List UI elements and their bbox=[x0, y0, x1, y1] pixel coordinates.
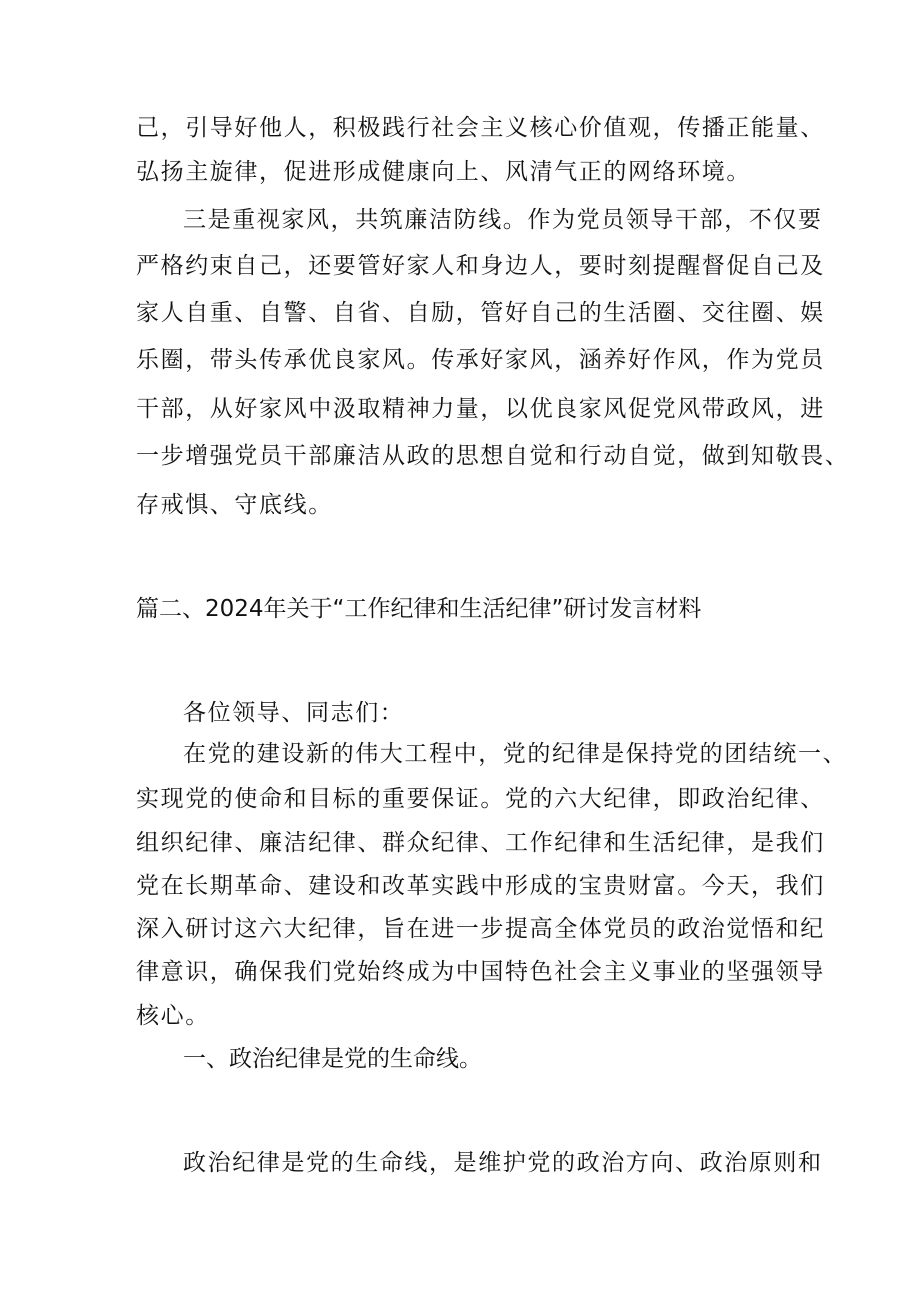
paragraph-line: 核心。 bbox=[136, 1003, 210, 1029]
paragraph-line: 存戒惧、守底线。 bbox=[136, 492, 333, 518]
paragraph-line: 组织纪律、廉洁纪律、群众纪律、工作纪律和生活纪律，是我们 bbox=[136, 830, 825, 856]
paragraph-line: 乐圈，带头传承优良家风。传承好家风，涵养好作风，作为党员 bbox=[136, 347, 825, 373]
paragraph-line: 严格约束自己，还要管好家人和身边人，要时刻提醒督促自己及 bbox=[136, 253, 825, 279]
paragraph-line: 干部，从好家风中汲取精神力量，以优良家风促党风带政风，进 bbox=[136, 396, 825, 422]
paragraph-line: 弘扬主旋律，促进形成健康向上、风清气正的网络环境。 bbox=[136, 159, 751, 185]
paragraph-line: 党在长期革命、建设和改革实践中形成的宝贵财富。今天，我们 bbox=[136, 873, 825, 899]
section-heading: 一、政治纪律是党的生命线。 bbox=[183, 1046, 482, 1072]
paragraph-line: 政治纪律是党的生命线，是维护党的政治方向、政治原则和 bbox=[183, 1150, 823, 1176]
paragraph-line: 三是重视家风，共筑廉洁防线。作为党员领导干部，不仅要 bbox=[183, 207, 823, 233]
paragraph-line: 己，引导好他人，积极践行社会主义核心价值观，传播正能量、 bbox=[136, 115, 825, 141]
paragraph-line: 一步增强党员干部廉洁从政的思想自觉和行动自觉，做到知敬畏、 bbox=[136, 443, 850, 469]
paragraph-line: 律意识，确保我们党始终成为中国特色社会主义事业的坚强领导 bbox=[136, 959, 825, 985]
salutation: 各位领导、同志们： bbox=[183, 700, 405, 726]
paragraph-line: 实现党的使命和目标的重要保证。党的六大纪律，即政治纪律、 bbox=[136, 786, 825, 812]
paragraph-line: 在党的建设新的伟大工程中，党的纪律是保持党的团结统一、 bbox=[183, 741, 848, 767]
paragraph-line: 家人自重、自警、自省、自励，管好自己的生活圈、交往圈、娱 bbox=[136, 300, 825, 326]
article-title: 篇二、2024年关于“工作纪律和生活纪律”研讨发言材料 bbox=[136, 596, 702, 622]
paragraph-line: 深入研讨这六大纪律，旨在进一步提高全体党员的政治觉悟和纪 bbox=[136, 916, 825, 942]
